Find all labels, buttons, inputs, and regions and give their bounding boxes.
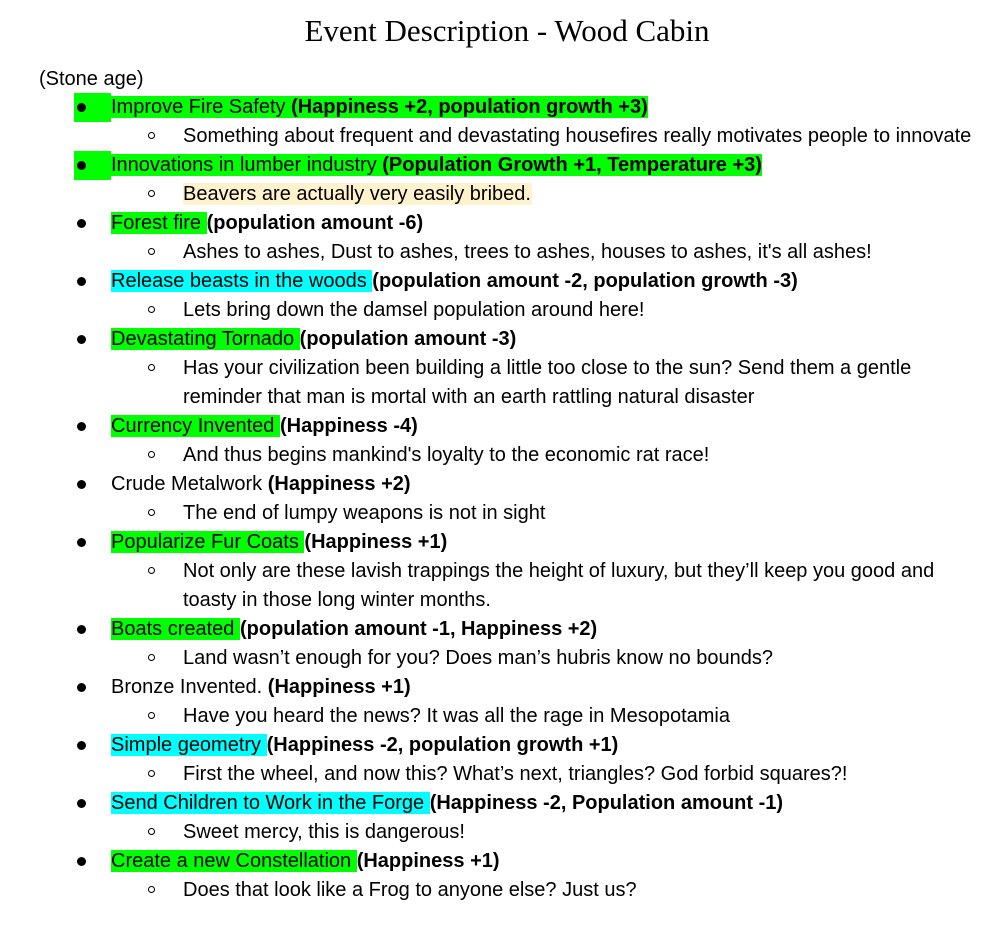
sub-bullet-icon	[148, 886, 155, 893]
sub-bullet-icon	[148, 451, 155, 458]
event-line	[111, 325, 516, 354]
event-description-text: Sweet mercy, this is dangerous!	[183, 821, 465, 843]
event-name: Release beasts in the woods	[111, 270, 373, 292]
sub-bullet-icon	[148, 248, 155, 255]
event-line	[111, 470, 411, 499]
sub-bullet-icon	[148, 770, 155, 777]
event-list	[0, 93, 1000, 905]
event-effects: (Population Growth +1, Temperature +3)	[382, 154, 762, 176]
event-effects: (Happiness +2)	[267, 473, 411, 495]
event-description-text: Beavers are actually very easily bribed.	[183, 183, 531, 205]
event-name: Boats created	[111, 618, 240, 640]
event-effects: (Happiness +1)	[267, 676, 411, 698]
event-description-text: Not only are these lavish trappings the height of luxury, but they’ll keep you good and toasty in those long winter months.	[183, 560, 935, 611]
event-description	[0, 354, 1000, 412]
event-description-text: First the wheel, and now this? What’s next, triangles? God forbid squares?!	[183, 763, 848, 785]
event-effects: (Happiness +1)	[356, 850, 500, 872]
event-line	[111, 267, 798, 296]
event-description	[0, 702, 1000, 731]
event-description-text: Lets bring down the damsel population around here!	[183, 299, 645, 321]
sub-bullet-icon	[148, 509, 155, 516]
event-description	[0, 557, 1000, 615]
sub-bullet-icon	[148, 712, 155, 719]
event-effects: (population amount -3)	[299, 328, 517, 350]
event-name: Improve Fire Safety	[111, 96, 292, 118]
event-line	[111, 93, 648, 122]
event-item	[0, 325, 1000, 354]
event-line	[111, 731, 618, 760]
event-description	[0, 296, 1000, 325]
event-effects: (Happiness -2, population growth +1)	[266, 734, 619, 756]
bullet-icon	[74, 470, 111, 499]
event-name: Currency Invented	[111, 415, 280, 437]
event-item	[0, 673, 1000, 702]
sub-bullet-icon	[148, 364, 155, 371]
event-item	[0, 209, 1000, 238]
event-description-text: Something about frequent and devastating housefires really motivates people to innovate	[183, 125, 972, 147]
event-line	[111, 615, 597, 644]
event-line	[111, 789, 783, 818]
bullet-icon	[74, 209, 111, 238]
bullet-icon	[74, 325, 111, 354]
event-item	[0, 412, 1000, 441]
sub-bullet-icon	[148, 654, 155, 661]
event-effects: (Happiness +1)	[304, 531, 448, 553]
bullet-icon	[74, 528, 111, 557]
event-item	[0, 847, 1000, 876]
event-description	[0, 818, 1000, 847]
era-label: (Stone age)	[39, 68, 144, 90]
event-description-text: Ashes to ashes, Dust to ashes, trees to ashes, houses to ashes, it's all ashes!	[183, 241, 872, 263]
sub-bullet-icon	[148, 828, 155, 835]
event-description	[0, 180, 1000, 209]
event-line	[111, 209, 423, 238]
event-effects: (population amount -2, population growth -3)	[372, 270, 798, 292]
bullet-icon	[74, 412, 111, 441]
event-name: Send Children to Work in the Forge	[111, 792, 430, 814]
event-description	[0, 238, 1000, 267]
event-name: Bronze Invented.	[111, 676, 268, 698]
event-description	[0, 644, 1000, 673]
event-line	[111, 673, 411, 702]
event-item	[0, 267, 1000, 296]
event-description-text: Has your civilization been building a little too close to the sun? Send them a gentle reminder that man is mortal with an earth rattling natural disaster	[183, 357, 912, 408]
event-description	[0, 499, 1000, 528]
bullet-icon	[74, 267, 111, 296]
document-title: Event Description - Wood Cabin	[304, 13, 710, 48]
event-description	[0, 122, 1000, 151]
bullet-icon	[74, 93, 111, 122]
event-description-text: The end of lumpy weapons is not in sight	[183, 502, 546, 524]
event-name: Create a new Constellation	[111, 850, 357, 872]
event-description-text: And thus begins mankind's loyalty to the economic rat race!	[183, 444, 710, 466]
event-line	[111, 412, 418, 441]
event-effects: (Happiness +2, population growth +3)	[291, 96, 648, 118]
event-name: Crude Metalwork	[111, 473, 268, 495]
event-line	[111, 847, 500, 876]
event-line	[111, 151, 762, 180]
event-name: Innovations in lumber industry	[111, 154, 383, 176]
bullet-icon	[74, 789, 111, 818]
bullet-icon	[74, 151, 111, 180]
event-name: Devastating Tornado	[111, 328, 300, 350]
event-line	[111, 528, 447, 557]
event-item	[0, 789, 1000, 818]
bullet-icon	[74, 615, 111, 644]
event-description-text: Land wasn’t enough for you? Does man’s hubris know no bounds?	[183, 647, 774, 669]
sub-bullet-icon	[148, 132, 155, 139]
bullet-icon	[74, 847, 111, 876]
event-item	[0, 93, 1000, 122]
bullet-icon	[74, 673, 111, 702]
event-description-text: Does that look like a Frog to anyone else? Just us?	[183, 879, 637, 901]
event-effects: (population amount -1, Happiness +2)	[239, 618, 598, 640]
event-description-text: Have you heard the news? It was all the rage in Mesopotamia	[183, 705, 730, 727]
event-item	[0, 731, 1000, 760]
sub-bullet-icon	[148, 306, 155, 313]
bullet-icon	[74, 731, 111, 760]
event-item	[0, 615, 1000, 644]
event-name: Popularize Fur Coats	[111, 531, 305, 553]
sub-bullet-icon	[148, 190, 155, 197]
event-effects: (population amount -6)	[206, 212, 424, 234]
event-item	[0, 151, 1000, 180]
event-name: Simple geometry	[111, 734, 267, 756]
event-description	[0, 441, 1000, 470]
event-description	[0, 760, 1000, 789]
event-name: Forest fire	[111, 212, 207, 234]
event-item	[0, 470, 1000, 499]
sub-bullet-icon	[148, 567, 155, 574]
event-description	[0, 876, 1000, 905]
event-effects: (Happiness -4)	[279, 415, 418, 437]
event-item	[0, 528, 1000, 557]
event-effects: (Happiness -2, Population amount -1)	[429, 792, 784, 814]
